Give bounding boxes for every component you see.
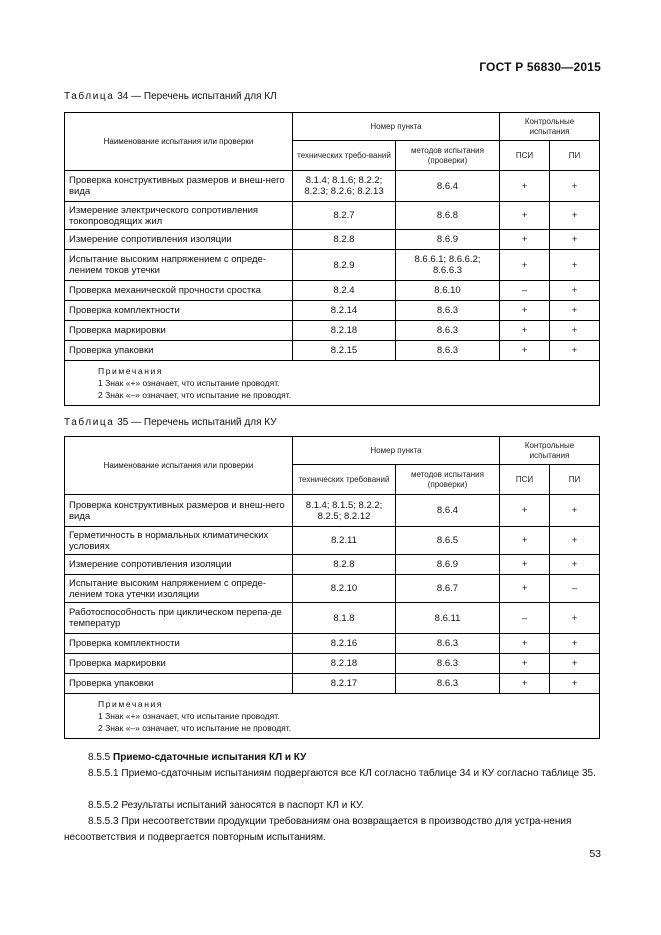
psi-mark: +	[500, 341, 550, 361]
tech-req-ref: 8.2.9	[293, 250, 396, 281]
page-number: 53	[589, 848, 601, 860]
method-ref: 8.6.11	[396, 603, 500, 634]
paragraph-2	[64, 798, 599, 814]
psi-mark: +	[500, 575, 550, 603]
standard-number: ГОСТ Р 56830—2015	[479, 60, 601, 74]
notes-title: Примечания	[98, 366, 164, 376]
psi-mark: +	[500, 555, 550, 575]
p1-text: Приемо-сдаточным испытаниям подвергаются все КЛ согласно таблице 34 и КУ согласно таблице 35.	[121, 768, 596, 779]
header-pi: ПИ	[550, 465, 600, 495]
test-name: Проверка маркировки	[65, 321, 293, 341]
psi-mark: +	[500, 301, 550, 321]
table-row	[65, 603, 600, 634]
test-name: Работоспособность при циклическом перепа-де температур	[65, 603, 293, 634]
tech-req-ref: 8.2.11	[293, 527, 396, 555]
psi-mark: +	[500, 230, 550, 250]
psi-mark: +	[500, 495, 550, 527]
tech-req-ref: 8.2.7	[293, 202, 396, 230]
header-psi: ПСИ	[500, 465, 550, 495]
psi-mark: +	[500, 202, 550, 230]
table-row	[65, 575, 600, 603]
header-methods: методов испытания (проверки)	[396, 141, 500, 171]
table-row	[65, 321, 600, 341]
header-point-number: Номер пункта	[293, 113, 500, 141]
pi-mark: +	[550, 321, 600, 341]
table-row	[65, 634, 600, 654]
table-row	[65, 495, 600, 527]
note-2: 2 Знак «–» означает, что испытание не проводят.	[98, 390, 292, 400]
table-row	[65, 281, 600, 301]
pi-mark: +	[550, 230, 600, 250]
header-control: Контрольные испытания	[500, 113, 600, 141]
test-name: Испытание высоким напряжением с опреде-лением тока утечки изоляции	[65, 575, 293, 603]
table-row	[65, 555, 600, 575]
pi-mark: +	[550, 654, 600, 674]
table-row	[65, 171, 600, 202]
method-ref: 8.6.3	[396, 674, 500, 694]
notes-row	[65, 694, 600, 739]
test-name: Проверка упаковки	[65, 674, 293, 694]
tech-req-ref: 8.2.8	[293, 555, 396, 575]
header-methods: методов испытания (проверки)	[396, 465, 500, 495]
table34-notes	[65, 361, 600, 406]
psi-mark: +	[500, 654, 550, 674]
tech-req-ref: 8.2.14	[293, 301, 396, 321]
method-ref: 8.6.3	[396, 654, 500, 674]
header-control: Контрольные испытания	[500, 437, 600, 465]
notes-row	[65, 361, 600, 406]
test-name: Проверка комплектности	[65, 634, 293, 654]
psi-mark: +	[500, 634, 550, 654]
p3-number: 8.5.5.3	[88, 816, 119, 827]
section-title: Приемо-сдаточные испытания КЛ и КУ	[113, 752, 307, 763]
p2-number: 8.5.5.2	[88, 800, 119, 811]
psi-mark: +	[500, 171, 550, 202]
notes-title: Примечания	[98, 699, 164, 709]
psi-mark: +	[500, 321, 550, 341]
method-ref: 8.6.10	[396, 281, 500, 301]
pi-mark: –	[550, 575, 600, 603]
test-name: Измерение электрического сопротивления токопроводящих жил	[65, 202, 293, 230]
method-ref: 8.6.9	[396, 555, 500, 575]
table-34	[64, 112, 600, 406]
tech-req-ref: 8.2.18	[293, 321, 396, 341]
pi-mark: +	[550, 202, 600, 230]
test-name: Проверка комплектности	[65, 301, 293, 321]
test-name: Проверка упаковки	[65, 341, 293, 361]
table-row	[65, 674, 600, 694]
test-name: Испытание высоким напряжением с опреде-лением токов утечки	[65, 250, 293, 281]
table-row	[65, 250, 600, 281]
header-tech-req: технических требо-ваний	[293, 141, 396, 171]
test-name: Измерение сопротивления изоляции	[65, 230, 293, 250]
pi-mark: +	[550, 250, 600, 281]
psi-mark: +	[500, 674, 550, 694]
section-heading	[64, 750, 599, 766]
table-35	[64, 436, 600, 739]
p3-text: При несоответствии продукции требованиям она возвращается в производство для устра-нения несоответствия и подвергается повторным испытаниям.	[64, 816, 572, 843]
table34-caption-prefix: Таблица	[64, 91, 115, 102]
table-row	[65, 202, 600, 230]
header-name: Наименование испытания или проверки	[65, 113, 293, 171]
test-name: Проверка механической прочности сростка	[65, 281, 293, 301]
table34-caption	[64, 91, 277, 102]
pi-mark: +	[550, 171, 600, 202]
test-name: Проверка маркировки	[65, 654, 293, 674]
paragraph-3	[64, 814, 599, 846]
psi-mark: +	[500, 250, 550, 281]
tech-req-ref: 8.2.10	[293, 575, 396, 603]
table-row	[65, 301, 600, 321]
method-ref: 8.6.8	[396, 202, 500, 230]
table35-caption	[64, 417, 277, 428]
psi-mark: +	[500, 527, 550, 555]
tech-req-ref: 8.2.8	[293, 230, 396, 250]
method-ref: 8.6.4	[396, 495, 500, 527]
header-name: Наименование испытания или проверки	[65, 437, 293, 495]
note-1: 1 Знак «+» означает, что испытание проводят.	[98, 711, 280, 721]
p2-text: Результаты испытаний заносятся в паспорт КЛ и КУ.	[121, 800, 364, 811]
note-2: 2 Знак «–» означает, что испытание не проводят.	[98, 723, 292, 733]
test-name: Измерение сопротивления изоляции	[65, 555, 293, 575]
tech-req-ref: 8.2.15	[293, 341, 396, 361]
pi-mark: +	[550, 527, 600, 555]
pi-mark: +	[550, 281, 600, 301]
method-ref: 8.6.3	[396, 341, 500, 361]
header-pi: ПИ	[550, 141, 600, 171]
tech-req-ref: 8.2.16	[293, 634, 396, 654]
table-row	[65, 654, 600, 674]
test-name: Проверка конструктивных размеров и внеш-него вида	[65, 171, 293, 202]
method-ref: 8.6.3	[396, 321, 500, 341]
section-number: 8.5.5	[88, 752, 111, 763]
pi-mark: +	[550, 634, 600, 654]
table35-caption-text: 35 — Перечень испытаний для КУ	[114, 417, 277, 428]
method-ref: 8.6.3	[396, 301, 500, 321]
table35-notes	[65, 694, 600, 739]
paragraph-1	[64, 766, 599, 782]
method-ref: 8.6.5	[396, 527, 500, 555]
pi-mark: +	[550, 603, 600, 634]
psi-mark: –	[500, 281, 550, 301]
pi-mark: +	[550, 301, 600, 321]
psi-mark: –	[500, 603, 550, 634]
p1-number: 8.5.5.1	[88, 768, 119, 779]
header-point-number: Номер пункта	[293, 437, 500, 465]
header-tech-req: технических требований	[293, 465, 396, 495]
tech-req-ref: 8.1.8	[293, 603, 396, 634]
test-name: Проверка конструктивных размеров и внеш-него вида	[65, 495, 293, 527]
method-ref: 8.6.3	[396, 634, 500, 654]
table-row	[65, 527, 600, 555]
method-ref: 8.6.4	[396, 171, 500, 202]
table-row	[65, 341, 600, 361]
table35-caption-prefix: Таблица	[64, 417, 115, 428]
pi-mark: +	[550, 674, 600, 694]
tech-req-ref: 8.1.4; 8.1.6; 8.2.2; 8.2.3; 8.2.6; 8.2.13	[293, 171, 396, 202]
tech-req-ref: 8.1.4; 8.1.5; 8.2.2; 8.2.5; 8.2.12	[293, 495, 396, 527]
table-row	[65, 230, 600, 250]
table34-caption-text: 34 — Перечень испытаний для КЛ	[114, 91, 277, 102]
tech-req-ref: 8.2.17	[293, 674, 396, 694]
tech-req-ref: 8.2.4	[293, 281, 396, 301]
pi-mark: +	[550, 495, 600, 527]
note-1: 1 Знак «+» означает, что испытание проводят.	[98, 378, 280, 388]
test-name: Герметичность в нормальных климатических условиях	[65, 527, 293, 555]
method-ref: 8.6.9	[396, 230, 500, 250]
tech-req-ref: 8.2.18	[293, 654, 396, 674]
pi-mark: +	[550, 555, 600, 575]
header-psi: ПСИ	[500, 141, 550, 171]
method-ref: 8.6.7	[396, 575, 500, 603]
pi-mark: +	[550, 341, 600, 361]
method-ref: 8.6.6.1; 8.6.6.2; 8.6.6.3	[396, 250, 500, 281]
